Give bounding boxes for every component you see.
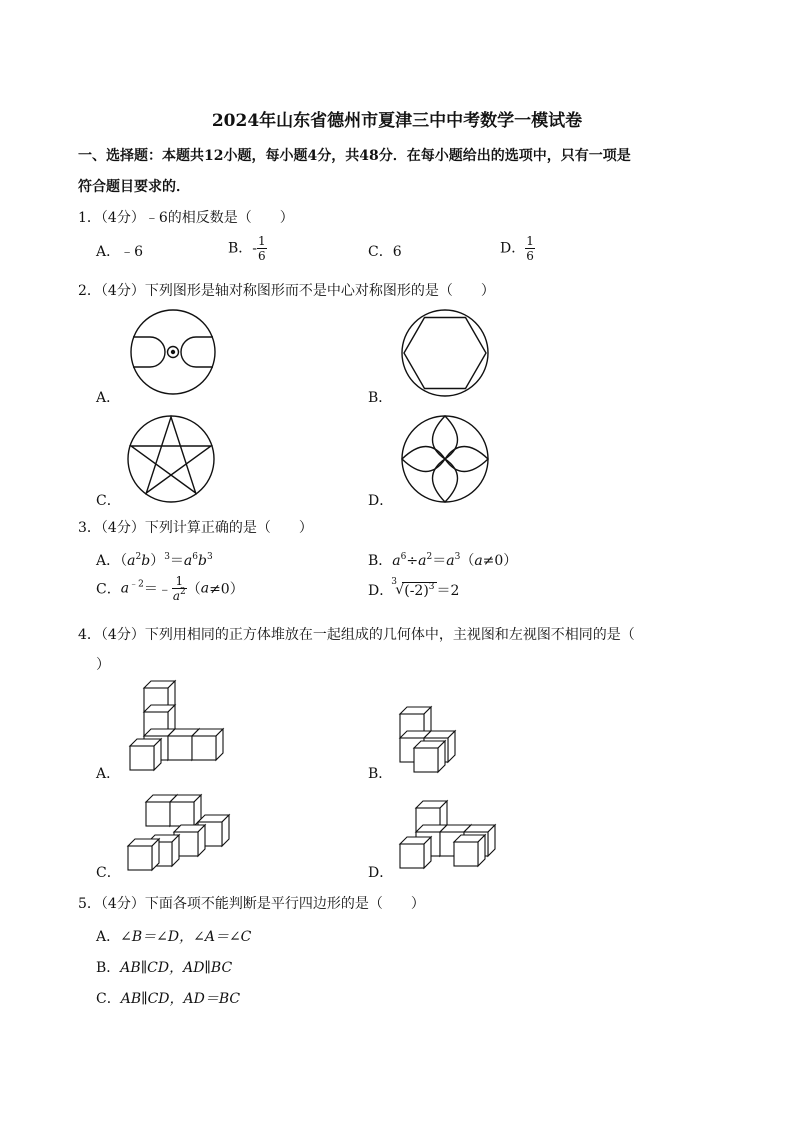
q2-figure-a [128, 310, 218, 396]
q5-option-a: A．∠B＝∠D，∠A＝∠C [96, 929, 252, 945]
cube [170, 795, 201, 826]
q1-option-b: B．- $\frac{1}{6}$ [228, 234, 266, 263]
q4-option-a: A． [96, 766, 121, 782]
q3-option-b: B．$a^6\div a^2=a^3(a\ne 0)$ [368, 552, 518, 569]
q4-stem-line2: ） [96, 657, 110, 673]
cube [400, 837, 431, 868]
q1-option-d: D． $\frac{1}{6}$ [500, 234, 534, 263]
cube [414, 741, 445, 772]
q2-stem: 2．（4分）下列图形是轴对称图形而不是中心对称图形的是（ ） [78, 283, 495, 299]
section-heading-line1: 一、选择题：本题共12小题，每小题4分，共48分．在每小题给出的选项中，只有一项是 [78, 148, 631, 164]
cube [130, 739, 161, 770]
q2-option-d: D． [368, 493, 394, 509]
q4-figure-d [398, 800, 498, 872]
q5-stem: 5．（4分）下面各项不能判断是平行四边形的是（ ） [78, 896, 425, 912]
q2-figure-b [400, 308, 490, 398]
q3-option-d: D． 3 √ $(-2)^3 =2$ [368, 577, 460, 599]
q3-stem: 3．（4分）下列计算正确的是（ ） [78, 520, 313, 536]
q4-option-d: D． [368, 865, 394, 881]
q4-option-b: B． [368, 766, 393, 782]
q2-option-b: B． [368, 390, 393, 406]
q2-option-a: A． [96, 390, 121, 406]
q2-option-c: C． [96, 493, 121, 509]
q5-option-b: B．AB∥CD，AD∥BC [96, 960, 233, 976]
q3-option-a: A．$(a^2b)^3=a^6b^3$ [96, 552, 213, 569]
q2-figure-c [126, 414, 216, 504]
cube [128, 839, 159, 870]
q1-option-a: A．﹣6 [96, 244, 144, 260]
cube [454, 835, 485, 866]
q4-figure-b [398, 704, 468, 776]
cube [192, 729, 223, 760]
section-heading-line2: 符合题目要求的． [78, 179, 190, 195]
q4-figure-c [126, 790, 236, 874]
page-title: 2024年山东省德州市夏津三中中考数学一模试卷 [211, 111, 583, 131]
q2-figure-d [400, 414, 490, 504]
q1-stem: 1．（4分）﹣6的相反数是（ ） [78, 210, 294, 226]
q4-figure-a [128, 680, 238, 775]
q4-stem-line1: 4．（4分）下列用相同的正方体堆放在一起组成的几何体中，主视图和左视图不相同的是（ [78, 627, 635, 643]
q1-option-c: C．6 [368, 244, 402, 260]
q3-option-c: C．$a^{﹣2}=﹣$ $\frac{1}{a^2}$ （a≠0） [96, 574, 244, 603]
q5-option-c: C．AB∥CD，AD＝BC [96, 991, 241, 1007]
q4-option-c: C． [96, 865, 121, 881]
